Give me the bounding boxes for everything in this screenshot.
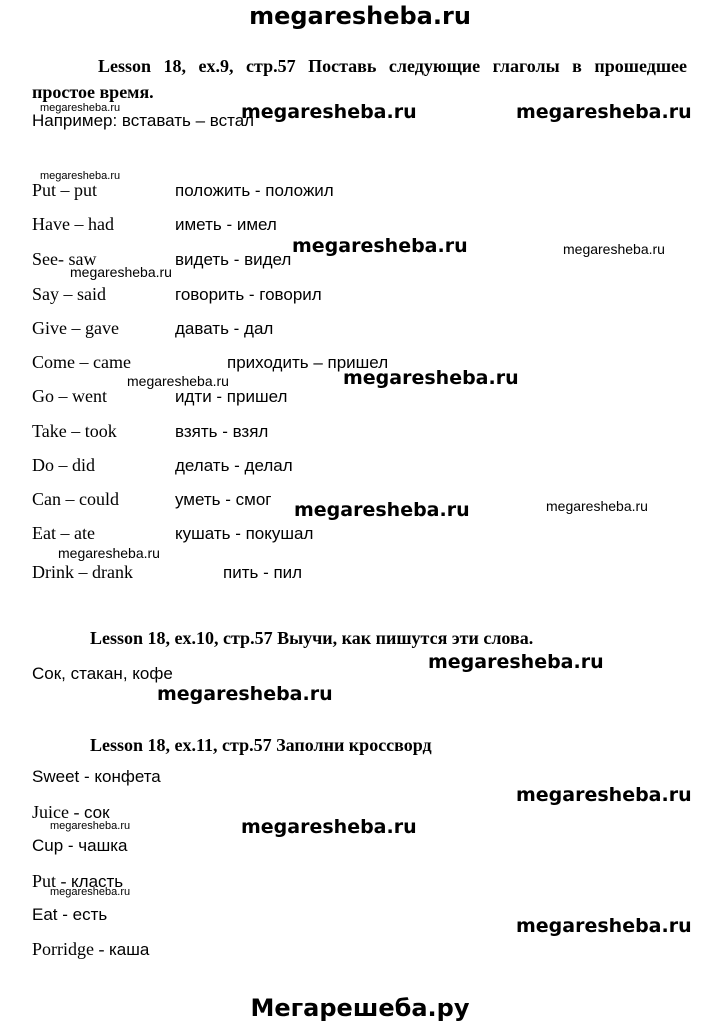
verb-ru: идти - пришел <box>175 387 288 406</box>
verb-en: Come – came <box>32 352 131 372</box>
ex10-text: Сок, стакан, кофе <box>32 664 173 683</box>
word-en: Sweet <box>32 767 80 786</box>
watermark: megaresheba.ru <box>516 784 692 806</box>
watermark: megaresheba.ru <box>516 915 692 937</box>
word-ru: каша <box>109 940 150 959</box>
watermark: megaresheba.ru <box>294 499 470 521</box>
watermark: megaresheba.ru <box>40 102 121 114</box>
verb-ru: пить - пил <box>223 563 303 582</box>
ex11-heading: Lesson 18, ex.11, стр.57 Заполни кроссворд <box>90 735 432 755</box>
verb-en: Give – gave <box>32 318 119 338</box>
word-en: Eat <box>32 905 58 924</box>
ex9-heading: Lesson 18, ex.9, стр.57 Поставь следующие глаголы в прошедшее простое время. <box>32 56 687 102</box>
watermark: megaresheba.ru <box>241 816 417 838</box>
verb-ru: приходить – пришел <box>227 353 389 372</box>
word-en: Porridge <box>32 939 94 959</box>
word-ru: чашка <box>78 836 128 855</box>
verb-en: Drink – drank <box>32 562 133 582</box>
verb-ru: уметь - смог <box>175 490 272 509</box>
verb-ru: кушать - покушал <box>175 524 314 543</box>
verb-ru: давать - дал <box>175 319 274 338</box>
crossword-word: Juice - сок <box>32 802 110 822</box>
verb-ru: делать - делал <box>175 456 293 475</box>
word-ru: класть <box>71 872 124 891</box>
watermark: megaresheba.ru <box>127 373 229 389</box>
verb-en: Have – had <box>32 214 114 234</box>
site-header: megaresheba.ru <box>249 2 471 30</box>
watermark: megaresheba.ru <box>428 651 604 673</box>
watermark: megaresheba.ru <box>546 498 648 514</box>
watermark: megaresheba.ru <box>50 820 131 832</box>
verb-en: See- saw <box>32 249 97 269</box>
verb-ru: видеть - видел <box>175 250 292 269</box>
verb-en: Eat – ate <box>32 523 95 543</box>
verb-en: Can – could <box>32 489 119 509</box>
verb-ru: говорить - говорил <box>175 285 322 304</box>
word-en: Put <box>32 871 57 891</box>
verb-ru: положить - положил <box>175 181 334 200</box>
watermark: megaresheba.ru <box>343 367 519 389</box>
crossword-word: Porridge - каша <box>32 939 150 959</box>
verb-en: Go – went <box>32 386 107 406</box>
word-en: Cup <box>32 836 64 855</box>
ex9-example: Например: вставать – встал <box>32 111 255 130</box>
watermark: megaresheba.ru <box>292 235 468 257</box>
crossword-word: Sweet - конфета <box>32 767 161 786</box>
verb-ru: иметь - имел <box>175 215 277 234</box>
verb-en: Say – said <box>32 284 106 304</box>
crossword-word: Cup - чашка <box>32 836 128 855</box>
watermark: megaresheba.ru <box>40 170 121 182</box>
word-ru: есть <box>72 905 108 924</box>
crossword-word: Eat - есть <box>32 905 108 924</box>
word-en: Juice <box>32 802 69 822</box>
verb-en: Take – took <box>32 421 117 441</box>
site-footer: Мегарешеба.ру <box>250 994 470 1022</box>
watermark: megaresheba.ru <box>516 101 692 123</box>
watermark: megaresheba.ru <box>70 264 172 280</box>
word-ru: конфета <box>94 767 161 786</box>
watermark: megaresheba.ru <box>58 545 160 561</box>
verb-ru: взять - взял <box>175 422 269 441</box>
ex10-heading: Lesson 18, ex.10, стр.57 Выучи, как пишутся эти слова. <box>90 628 534 648</box>
watermark: megaresheba.ru <box>50 886 131 898</box>
watermark: megaresheba.ru <box>157 683 333 705</box>
verb-en: Put – put <box>32 180 98 200</box>
crossword-word: Put - класть <box>32 871 124 891</box>
watermark: megaresheba.ru <box>241 101 417 123</box>
verb-en: Do – did <box>32 455 95 475</box>
watermark: megaresheba.ru <box>563 241 665 257</box>
word-ru: сок <box>83 803 110 822</box>
